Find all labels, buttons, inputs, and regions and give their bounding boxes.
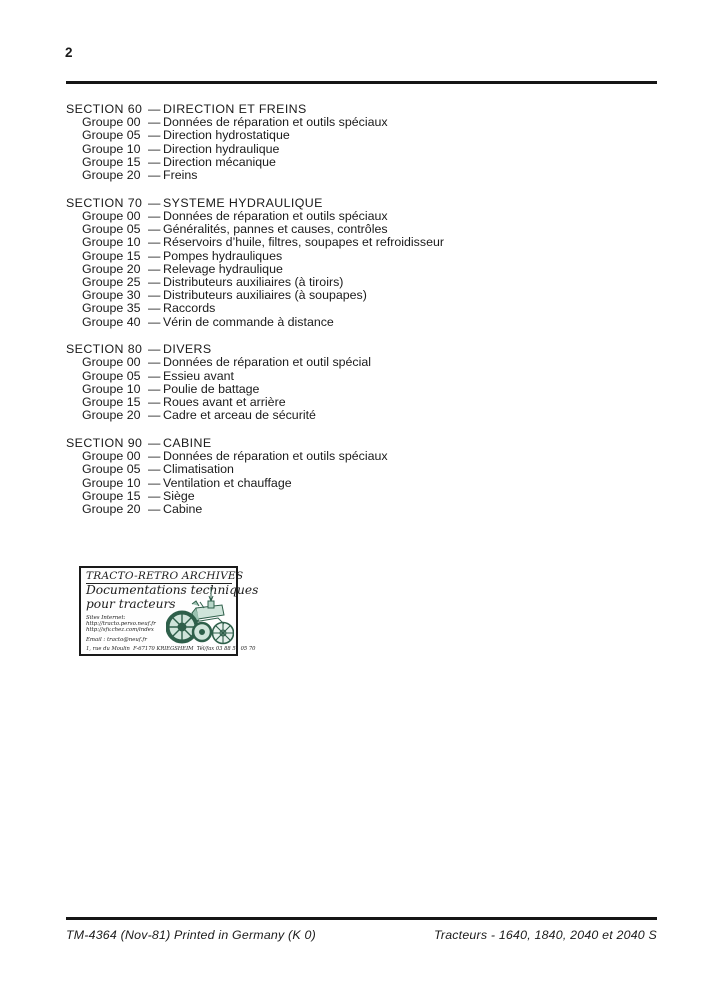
dash: —	[148, 248, 161, 263]
dash: —	[148, 381, 161, 396]
stamp-address: 1, rue du Moulin F-67170 KRIEGSHEIM Tél/fax 03 88 51 05 70	[86, 646, 256, 652]
group-label: Groupe 35	[82, 301, 141, 316]
dash: —	[148, 261, 161, 276]
group-title: Essieu avant	[163, 368, 234, 383]
section-heading	[66, 197, 646, 210]
stamp-site-url-1: http://tracto.perso.neuf.fr	[86, 621, 156, 628]
dash: —	[148, 195, 161, 210]
dash: —	[148, 168, 161, 183]
group-label: Groupe 05	[82, 462, 141, 477]
group-row	[66, 302, 646, 315]
dash: —	[148, 475, 161, 490]
dash: —	[148, 274, 161, 289]
group-row	[66, 463, 646, 476]
group-title: Direction mécanique	[163, 154, 276, 169]
dash: —	[148, 462, 161, 477]
group-title: Roues avant et arrière	[163, 395, 286, 410]
dash: —	[148, 222, 161, 237]
group-title: Direction hydrostatique	[163, 128, 290, 143]
group-row	[66, 503, 646, 516]
group-label: Groupe 05	[82, 128, 141, 143]
group-label: Groupe 00	[82, 208, 141, 223]
group-title: Climatisation	[163, 462, 234, 477]
dash: —	[148, 501, 161, 516]
bottom-divider-rule	[66, 917, 657, 920]
group-title: Vérin de commande à distance	[163, 314, 334, 329]
section-title: CABINE	[163, 435, 212, 450]
group-title: Pompes hydrauliques	[163, 248, 283, 263]
section-label: SECTION 70	[66, 195, 143, 210]
group-label: Groupe 10	[82, 475, 141, 490]
group-row	[66, 143, 646, 156]
group-row	[66, 409, 646, 422]
dash: —	[148, 435, 161, 450]
stamp-sites-label: Sites Internet:	[86, 615, 126, 621]
group-row	[66, 370, 646, 383]
section-label: SECTION 80	[66, 342, 143, 357]
group-label: Groupe 20	[82, 261, 141, 276]
group-label: Groupe 40	[82, 314, 141, 329]
group-label: Groupe 05	[82, 368, 141, 383]
section-label: SECTION 60	[66, 102, 143, 116]
dash: —	[148, 154, 161, 169]
group-title: Cadre et arceau de sécurité	[163, 408, 316, 423]
section-title: DIVERS	[163, 342, 212, 357]
group-label: Groupe 30	[82, 288, 141, 303]
group-title: Généralités, pannes et causes, contrôles	[163, 222, 388, 237]
footer-document-reference: TM-4364 (Nov-81) Printed in Germany (K 0)	[66, 928, 316, 942]
group-row	[66, 263, 646, 276]
dash: —	[148, 342, 161, 357]
top-divider-rule	[66, 81, 657, 84]
dash: —	[148, 128, 161, 143]
dash: —	[148, 235, 161, 250]
dash: —	[148, 102, 161, 116]
dash: —	[148, 488, 161, 503]
group-label: Groupe 15	[82, 154, 141, 169]
group-label: Groupe 00	[82, 355, 141, 370]
group-label: Groupe 00	[82, 449, 141, 464]
group-label: Groupe 05	[82, 222, 141, 237]
group-label: Groupe 20	[82, 408, 141, 423]
dash: —	[148, 115, 161, 130]
dash: —	[148, 141, 161, 156]
group-label: Groupe 15	[82, 248, 141, 263]
group-row	[66, 316, 646, 329]
dash: —	[148, 288, 161, 303]
group-title: Distributeurs auxiliaires (à soupapes)	[163, 288, 367, 303]
group-label: Groupe 15	[82, 488, 141, 503]
group-row	[66, 129, 646, 142]
page-number: 2	[65, 45, 73, 60]
tractor-icon	[166, 586, 234, 646]
group-title: Relevage hydraulique	[163, 261, 283, 276]
dash: —	[148, 208, 161, 223]
group-title: Données de réparation et outil spécial	[163, 355, 372, 370]
section-90-block	[66, 437, 646, 516]
dash: —	[148, 408, 161, 423]
stamp-email: Email : tracto@neuf.fr	[86, 636, 147, 643]
stamp-site-url-2: http://sfv.chez.com/index	[86, 627, 154, 634]
stamp-subtitle-line2: pour tracteurs	[86, 596, 176, 611]
group-row	[66, 490, 646, 503]
section-title: SYSTEME HYDRAULIQUE	[163, 195, 323, 210]
group-label: Groupe 10	[82, 381, 141, 396]
stamp-subtitle-line1: Documentations techniques	[86, 583, 259, 597]
group-label: Groupe 00	[82, 115, 141, 130]
group-label: Groupe 20	[82, 501, 141, 516]
group-row	[66, 250, 646, 263]
group-label: Groupe 10	[82, 235, 141, 250]
dash: —	[148, 355, 161, 370]
group-title: Cabine	[163, 501, 203, 516]
group-row	[66, 236, 646, 249]
group-title: Données de réparation et outils spéciaux	[163, 449, 388, 464]
group-title: Distributeurs auxiliaires (à tiroirs)	[163, 274, 344, 289]
section-80-block	[66, 343, 646, 422]
group-title: Données de réparation et outils spéciaux	[163, 208, 388, 223]
table-of-contents	[66, 103, 646, 531]
dash: —	[148, 301, 161, 316]
footer-model-list: Tracteurs - 1640, 1840, 2040 et 2040 S	[434, 928, 657, 942]
dash: —	[148, 368, 161, 383]
group-title: Freins	[163, 168, 198, 183]
group-title: Direction hydraulique	[163, 141, 280, 156]
group-title: Ventilation et chauffage	[163, 475, 292, 490]
group-title: Réservoirs d’huile, filtres, soupapes et refroidisseur	[163, 235, 444, 250]
archive-stamp	[79, 566, 259, 656]
group-row	[66, 477, 646, 490]
section-label: SECTION 90	[66, 435, 143, 450]
group-label: Groupe 20	[82, 168, 141, 183]
group-label: Groupe 15	[82, 395, 141, 410]
group-title: Siège	[163, 488, 195, 503]
stamp-title: TRACTO-RETRO ARCHIVES	[86, 570, 244, 582]
dash: —	[148, 395, 161, 410]
section-60-block	[66, 103, 646, 182]
section-title: DIRECTION ET FREINS	[163, 102, 307, 116]
section-70-block	[66, 197, 646, 329]
group-label: Groupe 10	[82, 141, 141, 156]
dash: —	[148, 314, 161, 329]
group-row	[66, 356, 646, 369]
group-row	[66, 169, 646, 182]
group-title: Poulie de battage	[163, 381, 260, 396]
dash: —	[148, 449, 161, 464]
group-label: Groupe 25	[82, 274, 141, 289]
group-title: Données de réparation et outils spéciaux	[163, 115, 388, 130]
group-title: Raccords	[163, 301, 216, 316]
